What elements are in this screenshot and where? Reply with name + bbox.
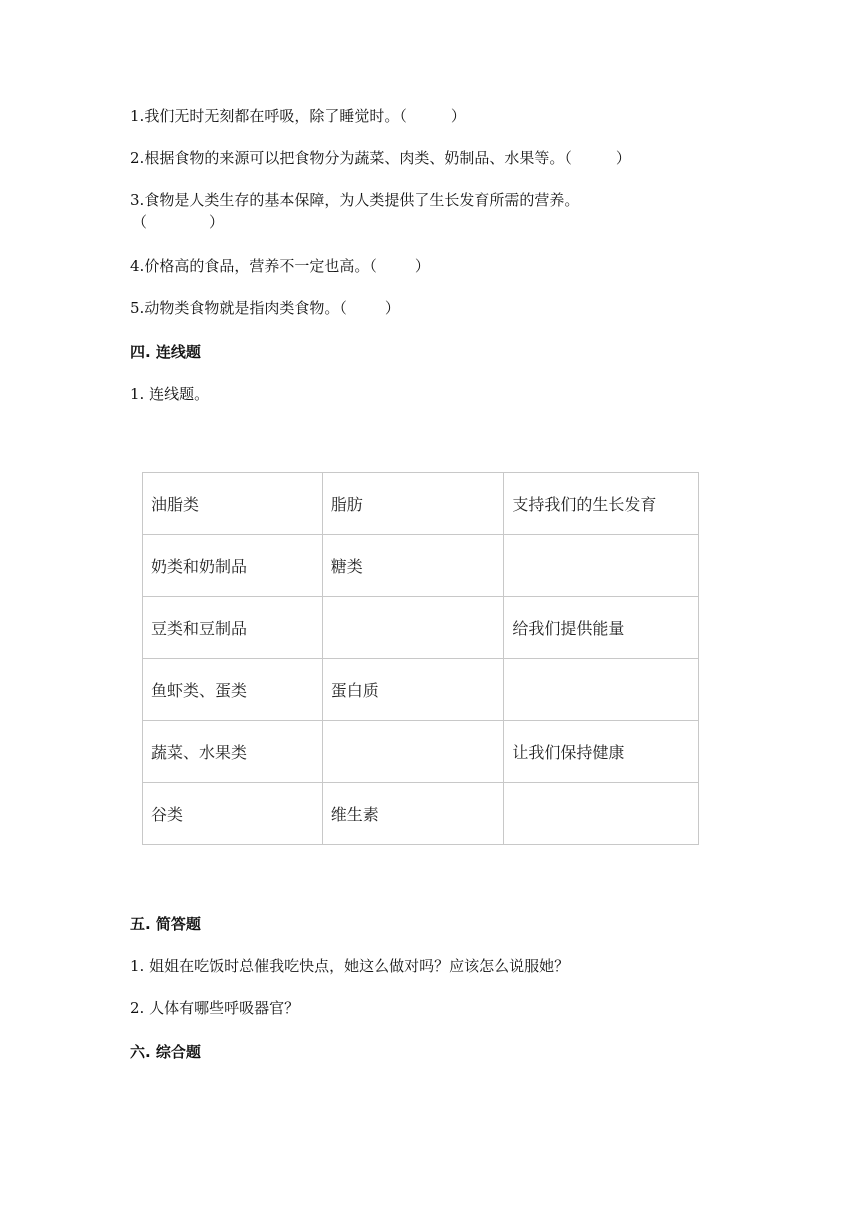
item-number: 2.	[130, 149, 145, 167]
judgement-item-5	[130, 298, 400, 318]
table-cell-function[interactable]: 让我们保持健康	[504, 721, 699, 783]
table-cell-nutrient[interactable]: 蛋白质	[322, 659, 504, 721]
paren-close: ）	[414, 257, 430, 275]
judgement-item-2	[130, 148, 631, 168]
table-cell-function	[504, 783, 699, 845]
paren-close: ）	[384, 299, 400, 317]
item-text: 动物类食物就是指肉类食物。	[144, 299, 340, 317]
table-cell-food-group[interactable]: 油脂类	[143, 473, 323, 535]
table-row	[143, 473, 699, 535]
judgement-item-3	[130, 190, 579, 210]
table-cell-function	[504, 535, 699, 597]
paren-open: （	[132, 213, 148, 231]
item-text: 根据食物的来源可以把食物分为蔬菜、肉类、奶制品、水果等。	[144, 149, 565, 167]
item-text: 我们无时无刻都在呼吸，除了睡觉时。	[144, 107, 400, 125]
section-heading-comprehensive: 六. 综合题	[130, 1043, 201, 1061]
paren-open: （	[399, 107, 407, 125]
item-number: 5.	[130, 299, 145, 317]
table-cell-nutrient	[322, 597, 504, 659]
table-cell-function[interactable]: 支持我们的生长发育	[504, 473, 699, 535]
short-answer-question-2: 2. 人体有哪些呼吸器官？	[130, 999, 300, 1017]
table-row	[143, 535, 699, 597]
table-cell-nutrient[interactable]: 脂肪	[322, 473, 504, 535]
section-heading-matching: 四. 连线题	[130, 343, 201, 361]
table-cell-food-group[interactable]: 鱼虾类、蛋类	[143, 659, 323, 721]
judgement-item-4	[130, 256, 430, 276]
paren-close: ）	[209, 213, 225, 231]
table-row	[143, 659, 699, 721]
item-text: 价格高的食品，营养不一定也高。	[144, 257, 370, 275]
matching-question: 1. 连线题。	[130, 385, 210, 403]
table-cell-food-group[interactable]: 蔬菜、水果类	[143, 721, 323, 783]
table-cell-nutrient[interactable]: 糖类	[322, 535, 504, 597]
table-cell-food-group[interactable]: 奶类和奶制品	[143, 535, 323, 597]
item-number: 3.	[130, 191, 145, 209]
table-cell-food-group[interactable]: 谷类	[143, 783, 323, 845]
table-row	[143, 721, 699, 783]
table-row	[143, 597, 699, 659]
paren-close: ）	[615, 149, 631, 167]
item-number: 4.	[130, 257, 145, 275]
table-cell-nutrient[interactable]: 维生素	[322, 783, 504, 845]
table-cell-function[interactable]: 给我们提供能量	[504, 597, 699, 659]
short-answer-question-1: 1. 姐姐在吃饭时总催我吃快点，她这么做对吗？应该怎么说服她？	[130, 957, 570, 975]
table-row	[143, 783, 699, 845]
paren-open: （	[339, 299, 347, 317]
table-cell-food-group[interactable]: 豆类和豆制品	[143, 597, 323, 659]
matching-table	[142, 472, 699, 845]
paren-open: （	[369, 257, 377, 275]
table-cell-nutrient	[322, 721, 504, 783]
table-cell-function	[504, 659, 699, 721]
item-text: 食物是人类生存的基本保障，为人类提供了生长发育所需的营养。	[144, 191, 580, 209]
paren-close: ）	[450, 107, 466, 125]
paren-open: （	[564, 149, 572, 167]
item-number: 1.	[130, 107, 145, 125]
judgement-item-3-paren	[132, 212, 224, 232]
section-heading-short-answer: 五. 简答题	[130, 915, 201, 933]
judgement-item-1	[130, 106, 466, 126]
